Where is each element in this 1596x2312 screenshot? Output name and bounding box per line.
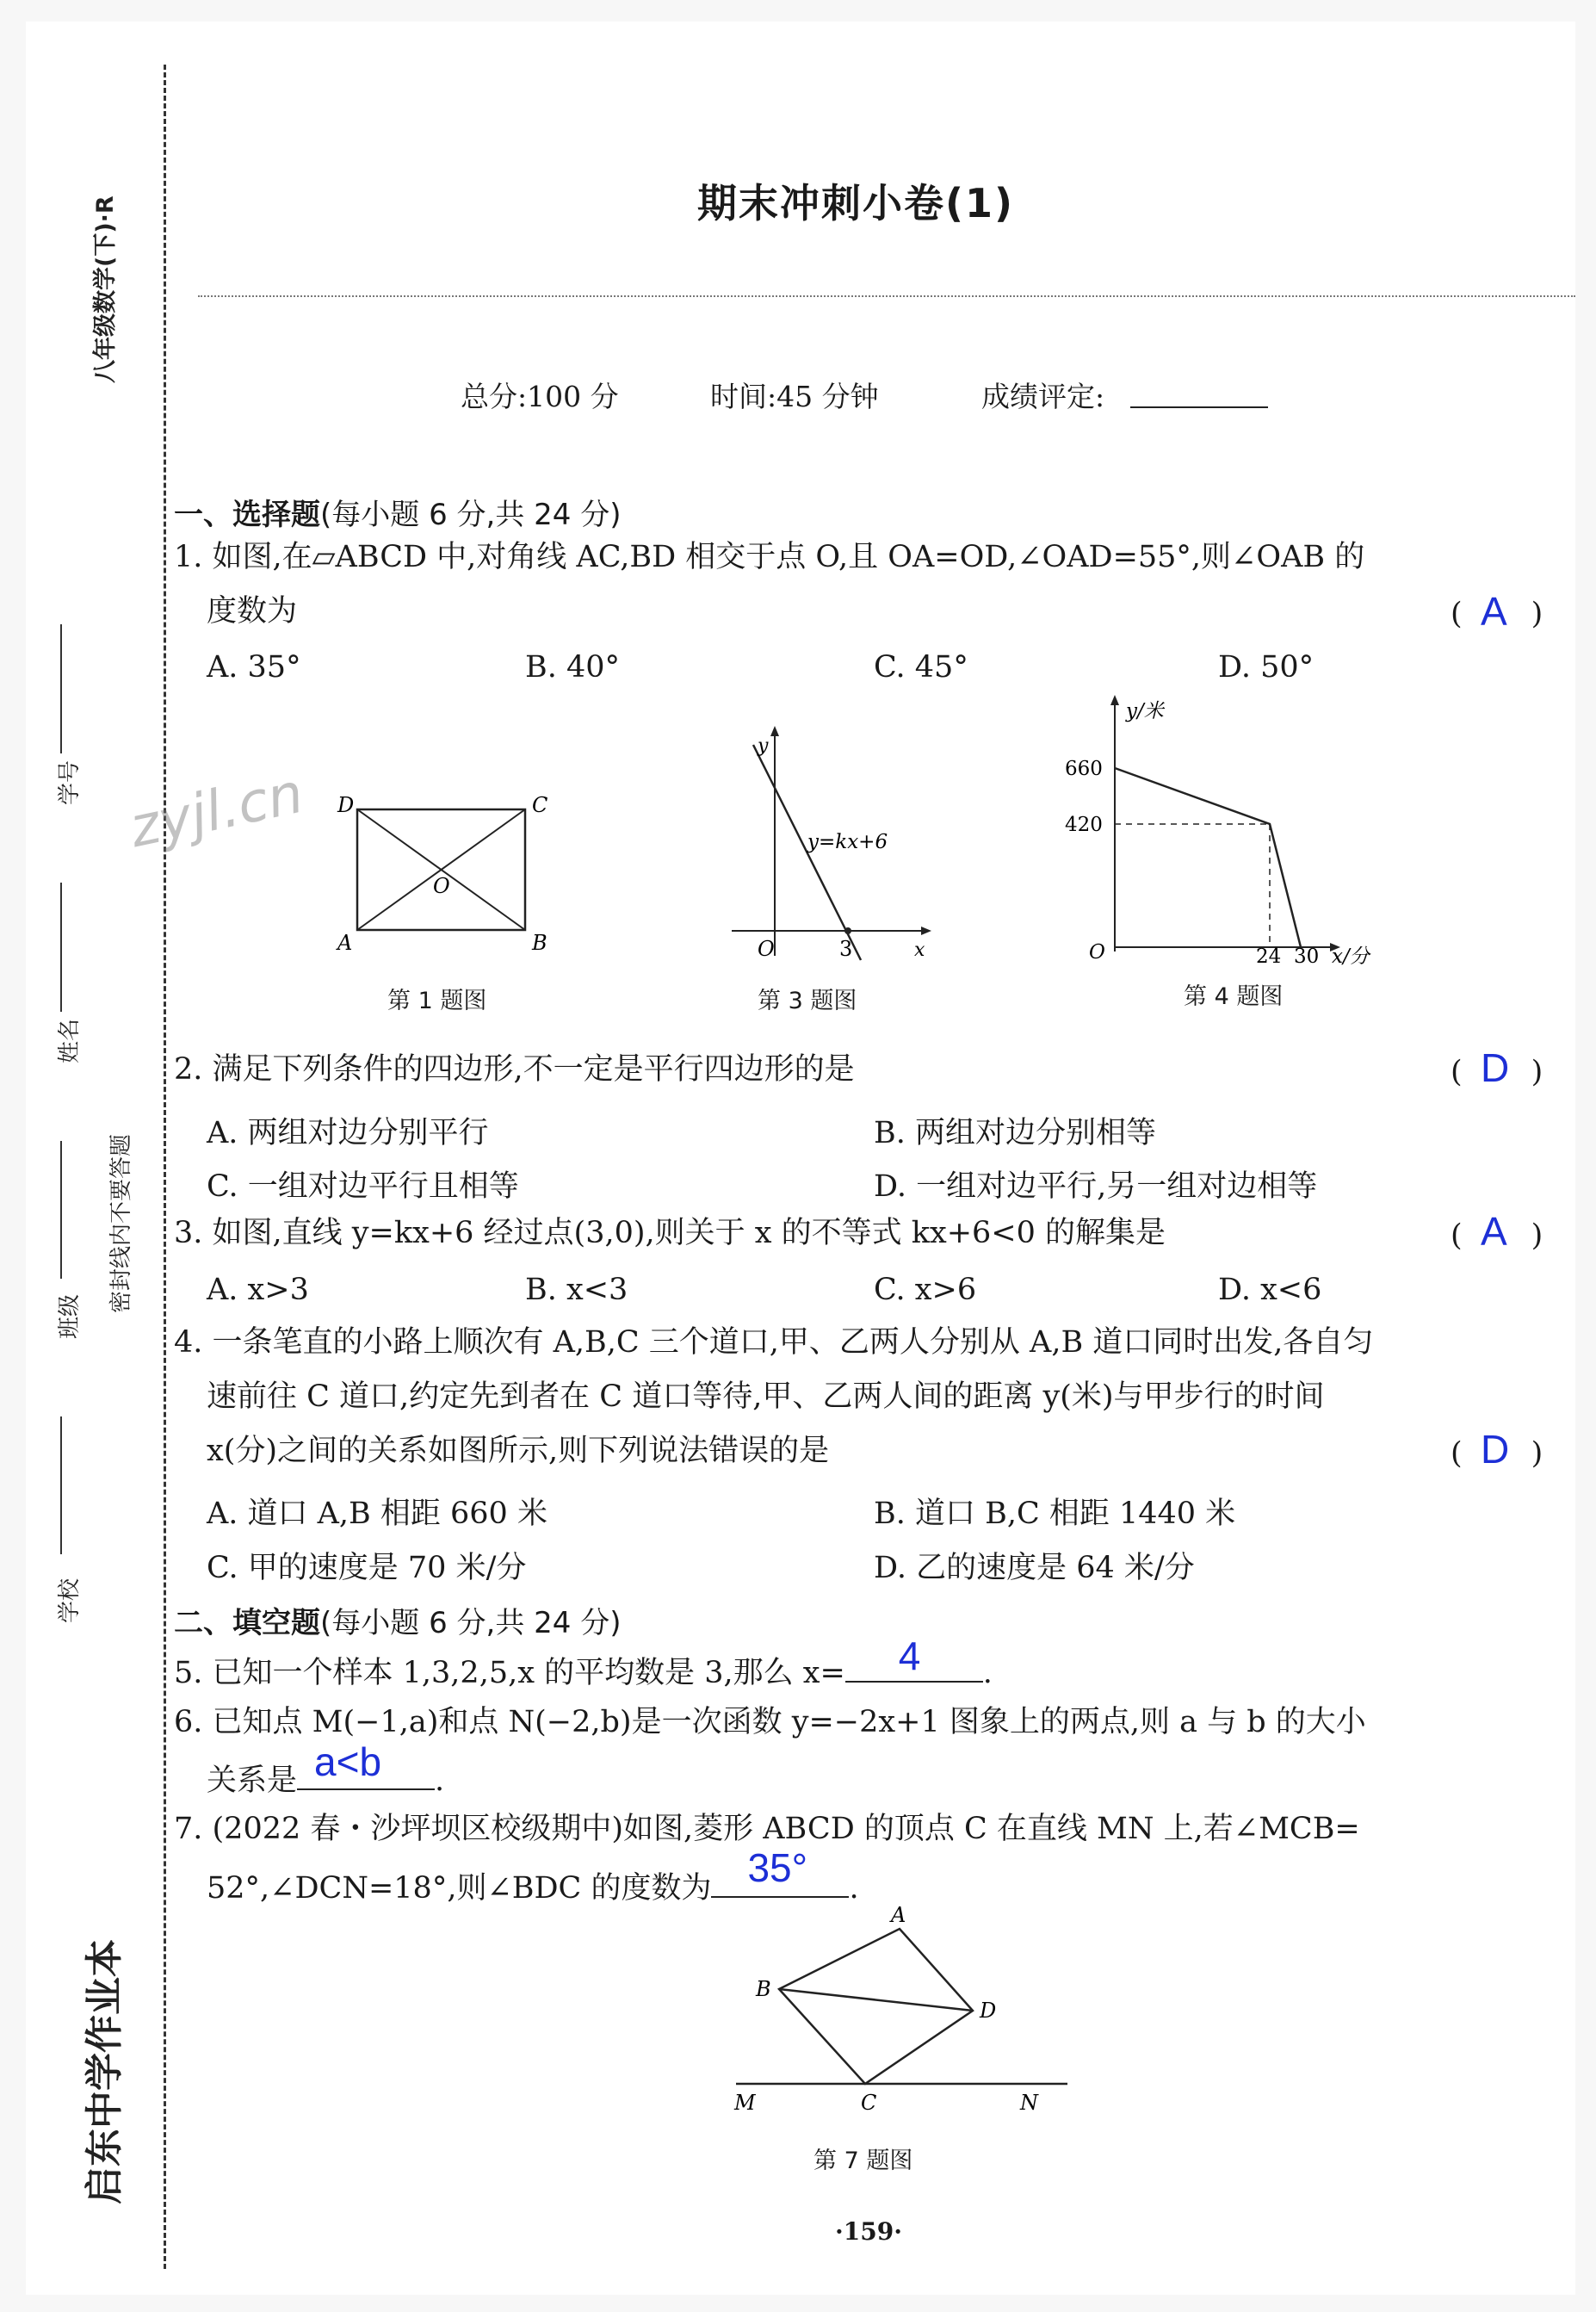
page-title: 期末冲刺小卷(1): [697, 180, 1015, 226]
watermark: zyjl.cn: [124, 761, 309, 861]
fig4-caption: 第 4 题图: [1184, 983, 1284, 1010]
q4-option-d: D. 乙的速度是 64 米/分: [874, 1551, 1195, 1585]
fig4-tick-30: 30: [1294, 945, 1320, 968]
fig7-label-m: M: [734, 2091, 756, 2115]
figure-7: [697, 1899, 1076, 2140]
total-score: 总分:100 分: [461, 380, 619, 413]
q4-answer-bracket: ( ): [1451, 1436, 1543, 1471]
q2-text: 2. 满足下列条件的四边形,不一定是平行四边形的是: [174, 1052, 855, 1087]
school-blank[interactable]: [60, 1416, 62, 1554]
figure-4: [1046, 676, 1407, 969]
brand-name: 启东中学作业本: [83, 1939, 127, 2204]
q7-end: .: [849, 1871, 859, 1906]
q3-option-d: D. x<6: [1218, 1273, 1322, 1307]
fig7-label-n: N: [1020, 2091, 1038, 2115]
q3-text: 3. 如图,直线 y=kx+6 经过点(3,0),则关于 x 的不等式 kx+6<0 的解集是: [174, 1216, 1166, 1250]
fig3-line-label: y=kx+6: [807, 831, 888, 853]
figure-1: [319, 779, 585, 986]
section-1-title: 一、选择题: [174, 498, 320, 532]
q6-line1: 6. 已知点 M(−1,a)和点 N(−2,b)是一次函数 y=−2x+1 图象上的两点,则 a 与 b 的大小: [174, 1705, 1366, 1739]
q5-answer: 4: [898, 1633, 921, 1678]
fig1-label-a: A: [337, 931, 353, 955]
fig4-x-axis-label: x/分: [1332, 945, 1370, 968]
q7-line1: 7. (2022 春・沙坪坝区校级期中)如图,菱形 ABCD 的顶点 C 在直线 MN 上,若∠MCB=: [174, 1812, 1360, 1846]
worksheet-page: [26, 22, 1575, 2295]
q1-option-d: D. 50°: [1218, 650, 1315, 685]
fig1-label-o: O: [433, 874, 450, 898]
fig3-x-axis-label: x: [914, 939, 925, 961]
q6-blank[interactable]: [297, 1739, 435, 1790]
q2-answer: D: [1481, 1045, 1510, 1090]
seal-text: 密封线内不要答题: [108, 1133, 134, 1313]
q4-answer: D: [1481, 1427, 1510, 1472]
book-label: 八年级数学(下)·R: [92, 195, 119, 383]
q4-line3: x(分)之间的关系如图所示,则下列说法错误的是: [207, 1434, 830, 1468]
q3-option-b: B. x<3: [525, 1273, 628, 1307]
fig1-label-b: B: [532, 931, 547, 955]
q1-option-c: C. 45°: [874, 650, 968, 685]
fig7-label-b: B: [756, 1977, 771, 2001]
q2-answer-bracket: ( ): [1451, 1055, 1543, 1089]
fig3-x-intercept: 3: [839, 937, 853, 961]
q3-answer: A: [1481, 1209, 1507, 1254]
q6-end: .: [435, 1763, 445, 1798]
section-1-heading: [174, 491, 621, 533]
fig4-tick-420: 420: [1065, 814, 1103, 836]
q1-line1: 1. 如图,在▱ABCD 中,对角线 AC,BD 相交于点 O,且 OA=OD,∠OAD=55°,则∠OAB 的: [174, 540, 1365, 574]
fig4-tick-660: 660: [1065, 758, 1103, 780]
title-divider: [198, 295, 1575, 297]
fig7-label-d: D: [980, 1999, 997, 2023]
q2-option-b: B. 两组对边分别相等: [874, 1116, 1156, 1150]
q4-line1: 4. 一条笔直的小路上顺次有 A,B,C 三个道口,甲、乙两人分别从 A,B 道口同时出发,各自匀: [174, 1325, 1374, 1360]
section-2-heading: [174, 1599, 621, 1641]
grade-blank[interactable]: [1130, 406, 1268, 408]
q2-option-d: D. 一组对边平行,另一组对边相等: [874, 1169, 1318, 1204]
q4-line2: 速前往 C 道口,约定先到者在 C 道口等待,甲、乙两人间的距离 y(米)与甲步行的时间: [207, 1379, 1325, 1414]
section-2-title: 二、填空题: [174, 1606, 320, 1640]
q3-option-c: C. x>6: [874, 1273, 977, 1307]
fig4-y-axis-label: y/米: [1126, 700, 1164, 722]
fig3-caption: 第 3 题图: [758, 988, 857, 1014]
q2-option-c: C. 一组对边平行且相等: [207, 1169, 519, 1204]
q4-option-b: B. 道口 B,C 相距 1440 米: [874, 1497, 1236, 1531]
q7-text: 52°,∠DCN=18°,则∠BDC 的度数为: [207, 1871, 712, 1906]
number-label: 学号: [57, 759, 83, 805]
q1-option-a: A. 35°: [207, 650, 301, 685]
section-2-note: (每小题 6 分,共 24 分): [320, 1606, 622, 1640]
q1-option-b: B. 40°: [525, 650, 621, 685]
q3-option-a: A. x>3: [207, 1273, 309, 1307]
q6-answer: a<b: [314, 1739, 382, 1784]
q4-option-c: C. 甲的速度是 70 米/分: [207, 1551, 527, 1585]
fig3-origin: O: [758, 937, 775, 961]
figure-3: [714, 710, 947, 969]
fig7-label-a: A: [891, 1903, 906, 1927]
grade-label: 成绩评定:: [981, 380, 1105, 413]
q7-blank[interactable]: [711, 1845, 849, 1898]
name-label: 姓名: [57, 1018, 83, 1063]
q5-text: 5. 已知一个样本 1,3,2,5,x 的平均数是 3,那么 x=: [174, 1656, 845, 1690]
section-1-note: (每小题 6 分,共 24 分): [320, 498, 622, 532]
fig4-tick-24: 24: [1256, 945, 1282, 968]
name-blank[interactable]: [60, 883, 62, 1012]
fig4-origin: O: [1089, 941, 1105, 964]
fig1-label-d: D: [337, 793, 355, 817]
fig7-caption: 第 7 题图: [813, 2148, 913, 2174]
class-blank[interactable]: [60, 1141, 62, 1279]
q5-line: [174, 1633, 993, 1690]
q7-answer: 35°: [747, 1845, 808, 1890]
q6-line2: [207, 1739, 445, 1798]
q4-option-a: A. 道口 A,B 相距 660 米: [207, 1497, 547, 1531]
q1-answer-bracket: ( ): [1451, 597, 1543, 631]
q2-option-a: A. 两组对边分别平行: [207, 1116, 489, 1150]
fig7-label-c: C: [861, 2091, 877, 2115]
class-label: 班级: [57, 1293, 83, 1339]
q1-answer: A: [1481, 589, 1507, 634]
school-label: 学校: [57, 1577, 83, 1623]
q6-text: 关系是: [207, 1763, 298, 1798]
number-blank[interactable]: [60, 624, 62, 753]
seal-line: [164, 65, 166, 2269]
fig3-y-axis-label: y: [758, 735, 769, 757]
q3-answer-bracket: ( ): [1451, 1218, 1543, 1253]
q1-line2: 度数为: [207, 594, 298, 629]
page-number: ·159·: [835, 2217, 902, 2246]
fig1-caption: 第 1 题图: [387, 988, 487, 1014]
time-limit: 时间:45 分钟: [710, 380, 879, 413]
q5-blank[interactable]: [845, 1633, 983, 1683]
q5-end: .: [982, 1656, 993, 1690]
fig1-label-c: C: [532, 793, 548, 817]
